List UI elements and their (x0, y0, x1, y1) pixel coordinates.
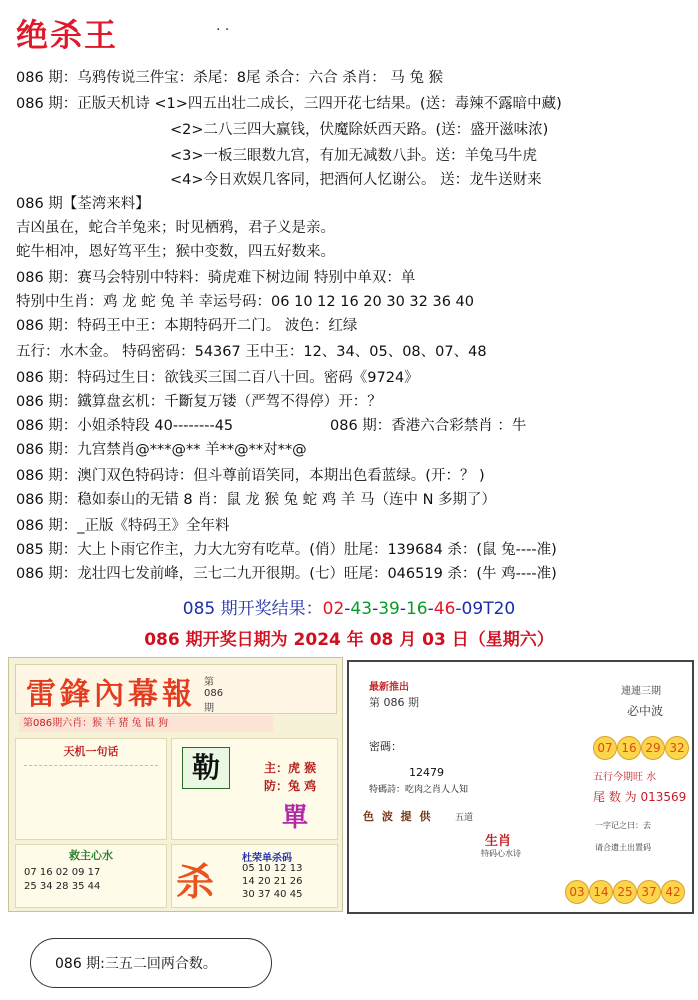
text-line: 086 期：小姐杀特段 40--------45 (16, 418, 234, 434)
number-ball: 16 (617, 736, 641, 760)
tianji-title: 天机一句话 (63, 745, 119, 758)
text-line: 086 期：特码过生日：欲钱买三国二百八十回。密码《9724》 (16, 370, 419, 386)
rc-secret2: 特碼詩：吃肉之肖人人知 (369, 785, 469, 795)
dan-char: 單 (282, 803, 309, 833)
text-line: <2>二八三四大赢钱，伏魔除妖西天路。(送：盛开滋味浓) (170, 122, 549, 138)
text-line: 086 期：稳如泰山的无错 8 肖：鼠 龙 猴 兔 蛇 鸡 羊 马（连中 N 多期了） (16, 492, 497, 508)
text-line: 吉凶虽在，蛇合羊兔来；时见栖鸦，君子义是亲。 (16, 220, 335, 236)
result-number: 43 (350, 599, 373, 619)
tianji-box (15, 738, 167, 840)
text-line: 086 期：赛马会特别中特料：骑虎难下树边闹 特别中单双：单 (16, 270, 416, 286)
result-numbers (323, 599, 516, 619)
leifeng-title: 雷鋒內幕報 (26, 677, 196, 712)
result-number: 09 (461, 599, 484, 619)
period-unit: 期 (204, 703, 214, 714)
tgsm-row: 05 10 12 13 (242, 863, 303, 874)
period-num: 086 (204, 688, 224, 699)
leifeng-card (8, 657, 343, 912)
result-number: - (344, 599, 351, 619)
cloud-text: 086 期:三五二回两合数。 (55, 956, 217, 972)
result-number: 39 (378, 599, 400, 619)
jiuzhu-row: 07 16 02 09 17 (24, 867, 101, 878)
zhu-label: 主：虎 猴 (264, 761, 317, 775)
result-number: - (372, 599, 379, 619)
jiuzhu-box (15, 844, 167, 908)
text-line: 086 期：鐵算盘玄机：千斷复万镂（严驾不得停）开：？ (16, 394, 382, 410)
result-number: 46 (433, 599, 456, 619)
rc-must: 必中波 (627, 704, 664, 718)
number-ball: 14 (589, 880, 613, 904)
result-number: - (399, 599, 406, 619)
rc-quote2: 请合遗土出置码 (595, 843, 651, 852)
page-title: 绝杀王 (16, 16, 119, 54)
text-line: 086 期：九宫禁肖@***@** 羊**@**对**@ (16, 442, 307, 458)
text-line: 五行：水木金。 特码密码：54367 王中王：12、34、05、08、07、48 (16, 344, 487, 360)
number-ball: 07 (593, 736, 617, 760)
tgsm-row: 14 20 21 26 (242, 876, 303, 887)
leifeng-sub: 第086期六肖：猴 羊 猪 兔 鼠 狗 (19, 716, 273, 732)
rc-tag: 最新推出 (369, 682, 409, 693)
jiuzhu-row: 25 34 28 35 44 (24, 881, 101, 892)
text-line: <4>今日欢娱几客同，把酒何人忆谢公。 送：龙牛送财来 (170, 172, 542, 188)
rc-secret-num: 12479 (409, 766, 444, 779)
tgsm-title: 杜荣单杀码 (242, 853, 292, 864)
result-number: 02 (322, 599, 345, 619)
result-number: T (483, 599, 494, 619)
text-line: <3>一板三眼数九宫，有加无减数八卦。送：羊兔马牛虎 (170, 148, 538, 164)
number-ball: 25 (613, 880, 637, 904)
text-line: 086 期：_正版《特码王》全年料 (16, 518, 230, 534)
text-line: 086 期：澳门双色特码诗：但斗尊前语笑同，本期出色看蓝绿。(开：？ ) (16, 468, 485, 484)
result-number: - (427, 599, 434, 619)
result-number: 20 (493, 599, 516, 619)
rc-sx-cap: 特码心水诗 (481, 849, 521, 858)
rc-color-val: 五道 (455, 813, 474, 823)
sha-char: 杀 (176, 859, 215, 904)
tgsm-row: 30 37 40 45 (242, 889, 303, 900)
number-ball: 03 (565, 880, 589, 904)
fang-label: 防：兔 鸡 (264, 779, 317, 793)
leifeng-header (15, 664, 337, 714)
zhufang-box (171, 738, 338, 840)
rc-wx: 五行今期旺 水 (593, 772, 657, 783)
text-line: 086 期【荃湾来料】 (16, 196, 150, 212)
number-ball: 29 (641, 736, 665, 760)
rc-quote: 一字记之曰：去 (595, 821, 651, 830)
result-number: 16 (405, 599, 428, 619)
dots: · · (216, 22, 230, 38)
big-char-box (182, 747, 230, 789)
rc-secret: 密碼： (369, 740, 402, 753)
text-line: 特别中生肖：鸡 龙 蛇 兔 羊 幸运号码：06 10 12 16 20 30 32 36 40 (16, 294, 474, 310)
number-ball: 42 (661, 880, 685, 904)
tgsm-box (171, 844, 338, 908)
leifeng-period (204, 673, 223, 714)
result-line (0, 594, 698, 619)
draw-date: 086 期开奖日期为 2024 年 08 月 03 日（星期六） (144, 630, 554, 650)
big-char: 勒 (191, 751, 220, 784)
text-line: 086 期：龙壮四七发前峰，三七二九开很期。(七）旺尾：046519 杀：(牛 鸡----准) (16, 566, 557, 582)
text-line: 086 期：乌鸦传说三件宝：杀尾：8尾 杀合：六合 杀肖： 马 兔 猴 (16, 70, 444, 86)
rc-period: 第 086 期 (369, 696, 419, 709)
text-line: 蛇牛相冲，恩好笃平生；猴中变数，四五好数来。 (16, 244, 335, 260)
tianji-lines (24, 765, 158, 826)
number-ball: 37 (637, 880, 661, 904)
number-ball: 32 (665, 736, 689, 760)
rc-sx: 生肖 (485, 834, 512, 849)
period-label: 第 (204, 677, 214, 688)
text-line: 086 期：香港六合彩禁肖 ：牛 (330, 418, 527, 434)
cloud-note (30, 938, 272, 988)
text-line: 085 期：大上卜雨它作主，力大尢穷有吃草。(俏）肚尾：139684 杀：(鼠 兔----准) (16, 542, 557, 558)
jiuzhu-title: 救主心水 (69, 849, 113, 862)
rc-streak: 連連三期 (621, 686, 661, 697)
bizhongbo-card (347, 660, 694, 914)
result-number: - (455, 599, 462, 619)
text-line: 086 期：正版天机诗 <1>四五出壮二成长，三四开花七结果。(送：毒辣不露暗中藏) (16, 96, 562, 112)
rc-tail: 尾 数 为 013569 (593, 790, 687, 804)
text-line: 086 期：特码王中王：本期特码开二门。 波色：红绿 (16, 318, 358, 334)
result-label: 085 期开奖结果： (182, 599, 323, 619)
rc-color-label: 色 波 提 供 (363, 810, 433, 823)
